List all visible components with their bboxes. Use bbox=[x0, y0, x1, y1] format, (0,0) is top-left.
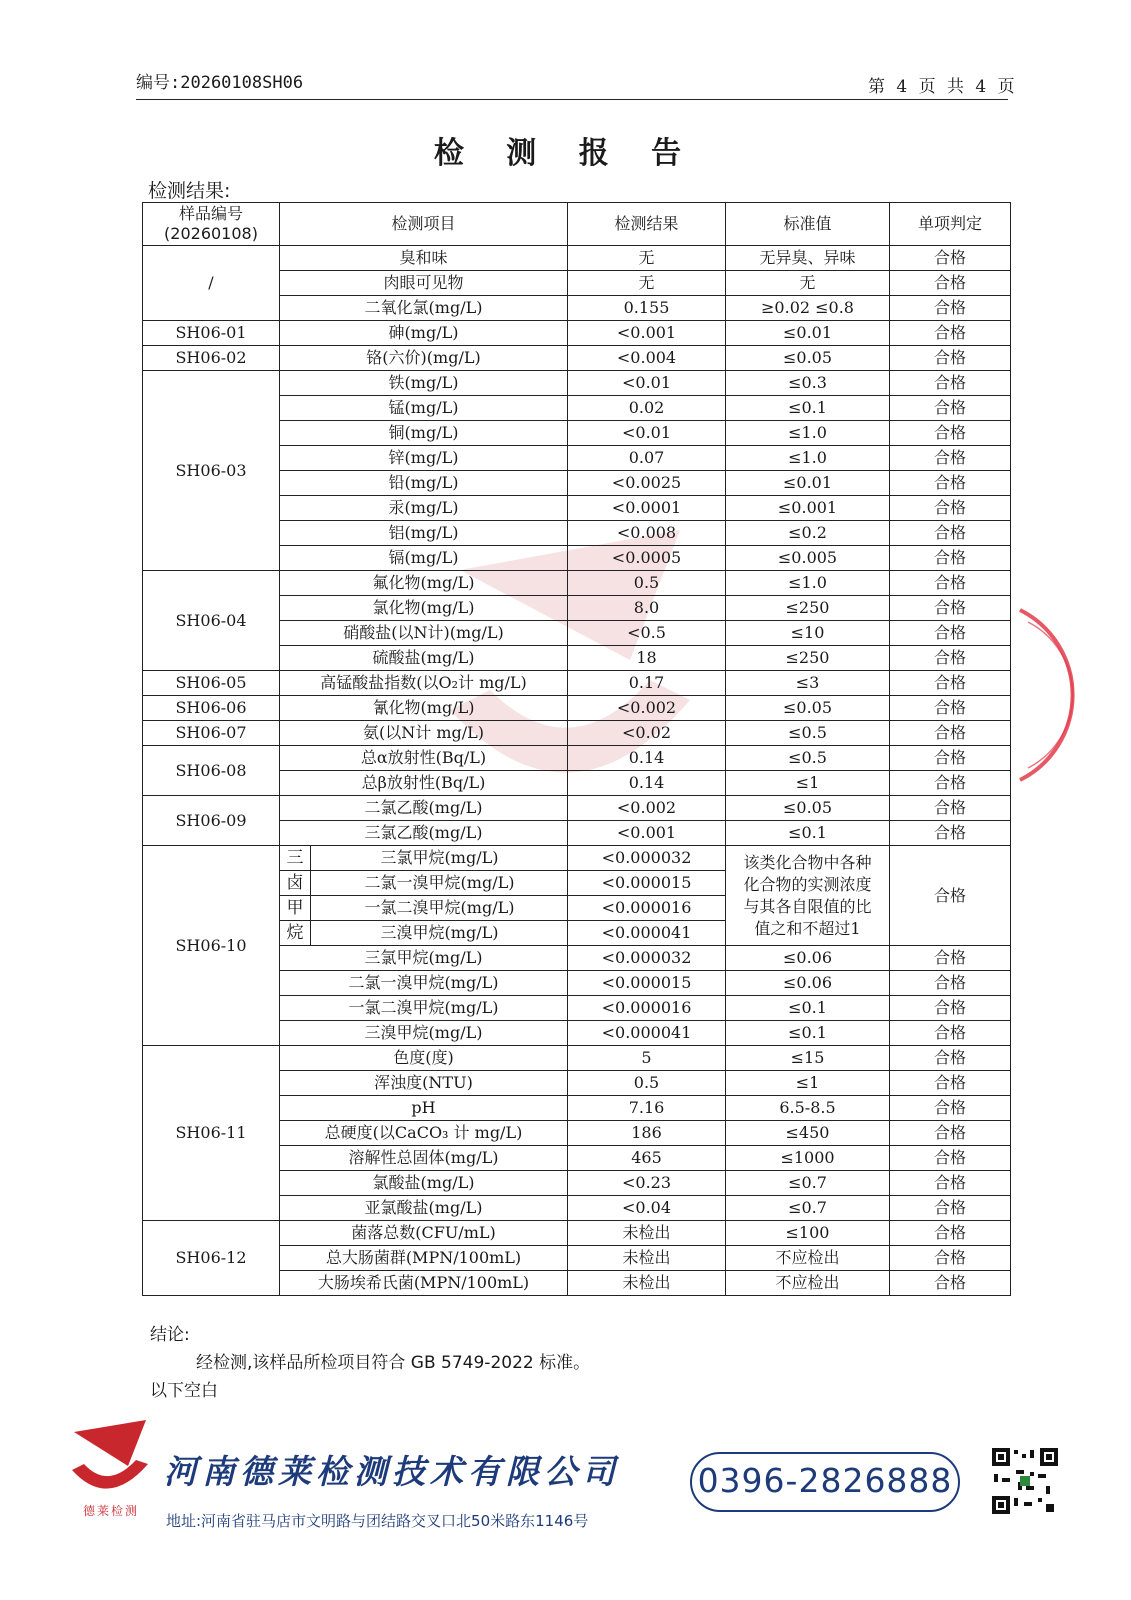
header-sample-no-line2: (20260108) bbox=[164, 224, 258, 243]
result-cell: 18 bbox=[568, 646, 726, 671]
company-name: 河南德莱检测技术有限公司 bbox=[164, 1452, 620, 1491]
result-cell: <0.000015 bbox=[568, 971, 726, 996]
result-cell: <0.000041 bbox=[568, 1021, 726, 1046]
item-cell: 色度(度) bbox=[280, 1046, 568, 1071]
sample-no-cell: SH06-07 bbox=[143, 721, 280, 746]
thm-standard-cell bbox=[726, 846, 890, 946]
item-cell: 一氯二溴甲烷(mg/L) bbox=[280, 996, 568, 1021]
standard-cell: ≤100 bbox=[726, 1221, 890, 1246]
thm-vertical-label-char: 烷 bbox=[280, 921, 311, 945]
result-cell: 未检出 bbox=[568, 1221, 726, 1246]
item-cell: 硫酸盐(mg/L) bbox=[280, 646, 568, 671]
standard-cell: ≤250 bbox=[726, 596, 890, 621]
item-cell: 锌(mg/L) bbox=[280, 446, 568, 471]
judgement-cell: 合格 bbox=[890, 571, 1011, 596]
result-cell: 0.155 bbox=[568, 296, 726, 321]
standard-cell: ≤0.06 bbox=[726, 971, 890, 996]
sample-no-cell: SH06-05 bbox=[143, 671, 280, 696]
result-cell: <0.02 bbox=[568, 721, 726, 746]
standard-cell: 6.5-8.5 bbox=[726, 1096, 890, 1121]
judgement-cell: 合格 bbox=[890, 1146, 1011, 1171]
judgement-cell: 合格 bbox=[890, 621, 1011, 646]
result-cell: 0.02 bbox=[568, 396, 726, 421]
judgement-cell: 合格 bbox=[890, 596, 1011, 621]
result-cell: 0.5 bbox=[568, 571, 726, 596]
result-cell: <0.000015 bbox=[568, 871, 726, 896]
company-address: 地址:河南省驻马店市文明路与团结路交叉口北50米路东1146号 bbox=[166, 1512, 589, 1530]
judgement-cell: 合格 bbox=[890, 721, 1011, 746]
standard-cell: ≤0.05 bbox=[726, 796, 890, 821]
header-sample-no-line1: 样品编号 bbox=[178, 204, 243, 223]
table-row bbox=[143, 796, 1011, 821]
result-cell: 未检出 bbox=[568, 1246, 726, 1271]
item-cell: 溶解性总固体(mg/L) bbox=[280, 1146, 568, 1171]
standard-cell: ≤10 bbox=[726, 621, 890, 646]
judgement-cell: 合格 bbox=[890, 521, 1011, 546]
sample-no-cell: SH06-12 bbox=[143, 1221, 280, 1296]
standard-cell: ≤0.06 bbox=[726, 946, 890, 971]
judgement-cell: 合格 bbox=[890, 421, 1011, 446]
judgement-cell: 合格 bbox=[890, 1221, 1011, 1246]
result-cell: <0.0001 bbox=[568, 496, 726, 521]
standard-cell: ≤0.7 bbox=[726, 1196, 890, 1221]
result-cell: 465 bbox=[568, 1146, 726, 1171]
result-cell: <0.000041 bbox=[568, 921, 726, 946]
judgement-cell: 合格 bbox=[890, 296, 1011, 321]
table-row bbox=[143, 1221, 1011, 1246]
conclusion-text: 经检测,该样品所检项目符合 GB 5749-2022 标准。 bbox=[196, 1353, 591, 1373]
standard-cell: ≤450 bbox=[726, 1121, 890, 1146]
item-cell: 硝酸盐(以N计)(mg/L) bbox=[280, 621, 568, 646]
sample-no-cell: SH06-03 bbox=[143, 371, 280, 571]
standard-cell: ≤1.0 bbox=[726, 421, 890, 446]
standard-cell: ≤0.05 bbox=[726, 696, 890, 721]
result-cell: <0.000032 bbox=[568, 846, 726, 871]
standard-cell: ≤3 bbox=[726, 671, 890, 696]
result-cell: 0.14 bbox=[568, 746, 726, 771]
result-cell: <0.008 bbox=[568, 521, 726, 546]
page-indicator: 第 4 页 共 4 页 bbox=[868, 77, 1018, 97]
judgement-cell: 合格 bbox=[890, 696, 1011, 721]
item-cell: 三氯甲烷(mg/L) bbox=[280, 946, 568, 971]
judgement-cell: 合格 bbox=[890, 946, 1011, 971]
result-cell: <0.000016 bbox=[568, 896, 726, 921]
standard-cell: ≤0.5 bbox=[726, 721, 890, 746]
item-cell: 总大肠菌群(MPN/100mL) bbox=[280, 1246, 568, 1271]
logo-caption: 德莱检测 bbox=[82, 1504, 139, 1518]
judgement-cell: 合格 bbox=[890, 821, 1011, 846]
item-cell: 浑浊度(NTU) bbox=[280, 1071, 568, 1096]
result-cell: 5 bbox=[568, 1046, 726, 1071]
header-divider bbox=[136, 99, 1008, 100]
company-logo-icon bbox=[68, 1418, 152, 1502]
judgement-cell: 合格 bbox=[890, 396, 1011, 421]
result-cell: 7.16 bbox=[568, 1096, 726, 1121]
result-cell: 0.17 bbox=[568, 671, 726, 696]
item-cell: 铬(六价)(mg/L) bbox=[280, 346, 568, 371]
standard-cell: ≤1.0 bbox=[726, 571, 890, 596]
standard-cell: ≤0.1 bbox=[726, 996, 890, 1021]
standard-cell: ≤0.1 bbox=[726, 821, 890, 846]
qr-code-icon[interactable] bbox=[990, 1446, 1060, 1516]
judgement-cell: 合格 bbox=[890, 1121, 1011, 1146]
item-cell: 锰(mg/L) bbox=[280, 396, 568, 421]
sample-no-cell: SH06-08 bbox=[143, 746, 280, 796]
judgement-cell: 合格 bbox=[890, 271, 1011, 296]
item-cell: 氯酸盐(mg/L) bbox=[280, 1171, 568, 1196]
standard-cell: ≤0.05 bbox=[726, 346, 890, 371]
thm-standard-line: 与其各自限值的比 bbox=[743, 896, 872, 916]
item-cell bbox=[280, 921, 568, 946]
result-cell: <0.001 bbox=[568, 821, 726, 846]
item-cell: 铅(mg/L) bbox=[280, 471, 568, 496]
header-judgement: 单项判定 bbox=[890, 203, 1011, 246]
item-cell: 氨(以N计 mg/L) bbox=[280, 721, 568, 746]
judgement-cell: 合格 bbox=[890, 1246, 1011, 1271]
standard-cell: ≤0.001 bbox=[726, 496, 890, 521]
item-cell: 三氯乙酸(mg/L) bbox=[280, 821, 568, 846]
result-cell: <0.001 bbox=[568, 321, 726, 346]
result-cell: 无 bbox=[568, 246, 726, 271]
standard-cell: ≤0.2 bbox=[726, 521, 890, 546]
judgement-cell: 合格 bbox=[890, 996, 1011, 1021]
judgement-cell: 合格 bbox=[890, 1196, 1011, 1221]
item-cell: 总硬度(以CaCO₃ 计 mg/L) bbox=[280, 1121, 568, 1146]
table-row bbox=[143, 321, 1011, 346]
header-result: 检测结果 bbox=[568, 203, 726, 246]
standard-cell: ≤15 bbox=[726, 1046, 890, 1071]
judgement-cell: 合格 bbox=[890, 796, 1011, 821]
judgement-cell: 合格 bbox=[890, 1271, 1011, 1296]
standard-cell: 无异臭、异味 bbox=[726, 246, 890, 271]
result-cell: <0.01 bbox=[568, 421, 726, 446]
standard-cell: ≤1 bbox=[726, 771, 890, 796]
standard-cell: 不应检出 bbox=[726, 1246, 890, 1271]
item-cell: 臭和味 bbox=[280, 246, 568, 271]
judgement-cell: 合格 bbox=[890, 746, 1011, 771]
judgement-cell: 合格 bbox=[890, 1021, 1011, 1046]
judgement-cell: 合格 bbox=[890, 446, 1011, 471]
result-cell: 0.5 bbox=[568, 1071, 726, 1096]
table-header-row bbox=[143, 203, 1011, 246]
result-cell: 未检出 bbox=[568, 1271, 726, 1296]
result-cell: <0.23 bbox=[568, 1171, 726, 1196]
judgement-cell: 合格 bbox=[890, 546, 1011, 571]
judgement-cell: 合格 bbox=[890, 1171, 1011, 1196]
result-cell: 0.14 bbox=[568, 771, 726, 796]
table-row bbox=[143, 371, 1011, 396]
standard-cell: ≥0.02 ≤0.8 bbox=[726, 296, 890, 321]
header-sample-no bbox=[143, 203, 280, 246]
sample-no-cell: SH06-04 bbox=[143, 571, 280, 671]
item-cell bbox=[280, 896, 568, 921]
judgement-cell: 合格 bbox=[890, 1071, 1011, 1096]
item-cell bbox=[280, 871, 568, 896]
item-cell: 二氯一溴甲烷(mg/L) bbox=[280, 971, 568, 996]
standard-cell: ≤0.3 bbox=[726, 371, 890, 396]
judgement-cell: 合格 bbox=[890, 771, 1011, 796]
item-cell: 三溴甲烷(mg/L) bbox=[280, 1021, 568, 1046]
item-label: 一氯二溴甲烷(mg/L) bbox=[364, 898, 515, 917]
thm-standard-line: 化合物的实测浓度 bbox=[743, 874, 872, 894]
standard-cell: 不应检出 bbox=[726, 1271, 890, 1296]
table-row bbox=[143, 696, 1011, 721]
result-cell: <0.004 bbox=[568, 346, 726, 371]
report-title: 检 测 报 告 bbox=[433, 136, 698, 171]
sample-no-cell: SH06-06 bbox=[143, 696, 280, 721]
sample-no-cell: SH06-10 bbox=[143, 846, 280, 1046]
item-cell: 铜(mg/L) bbox=[280, 421, 568, 446]
sample-no-cell: / bbox=[143, 246, 280, 321]
item-cell: 二氯乙酸(mg/L) bbox=[280, 796, 568, 821]
sample-no-cell: SH06-11 bbox=[143, 1046, 280, 1221]
judgement-cell: 合格 bbox=[890, 471, 1011, 496]
item-cell: 氟化物(mg/L) bbox=[280, 571, 568, 596]
header-item: 检测项目 bbox=[280, 203, 568, 246]
item-cell: 砷(mg/L) bbox=[280, 321, 568, 346]
sample-no-cell: SH06-02 bbox=[143, 346, 280, 371]
standard-cell: ≤0.01 bbox=[726, 471, 890, 496]
judgement-cell: 合格 bbox=[890, 646, 1011, 671]
result-cell: <0.0025 bbox=[568, 471, 726, 496]
item-cell: 菌落总数(CFU/mL) bbox=[280, 1221, 568, 1246]
item-cell bbox=[280, 846, 568, 871]
standard-cell: ≤0.1 bbox=[726, 396, 890, 421]
blank-note: 以下空白 bbox=[150, 1381, 218, 1401]
result-cell: <0.04 bbox=[568, 1196, 726, 1221]
standard-cell: ≤0.005 bbox=[726, 546, 890, 571]
result-cell: 0.07 bbox=[568, 446, 726, 471]
item-label: 三溴甲烷(mg/L) bbox=[380, 923, 499, 942]
result-cell: <0.002 bbox=[568, 796, 726, 821]
judgement-cell: 合格 bbox=[890, 321, 1011, 346]
standard-cell: ≤0.7 bbox=[726, 1171, 890, 1196]
item-cell: 镉(mg/L) bbox=[280, 546, 568, 571]
result-cell: 186 bbox=[568, 1121, 726, 1146]
table-row bbox=[143, 571, 1011, 596]
standard-cell: ≤0.5 bbox=[726, 746, 890, 771]
standard-cell: ≤1.0 bbox=[726, 446, 890, 471]
judgement-cell: 合格 bbox=[890, 246, 1011, 271]
sample-no-cell: SH06-09 bbox=[143, 796, 280, 846]
result-cell: <0.5 bbox=[568, 621, 726, 646]
standard-cell: ≤1 bbox=[726, 1071, 890, 1096]
judgement-cell: 合格 bbox=[890, 346, 1011, 371]
company-seal bbox=[1010, 600, 1100, 790]
table-row bbox=[143, 671, 1011, 696]
results-label: 检测结果: bbox=[148, 180, 231, 202]
judgement-cell: 合格 bbox=[890, 371, 1011, 396]
judgement-cell: 合格 bbox=[890, 846, 1011, 946]
judgement-cell: 合格 bbox=[890, 671, 1011, 696]
result-cell: <0.002 bbox=[568, 696, 726, 721]
header-standard: 标准值 bbox=[726, 203, 890, 246]
table-row bbox=[143, 1046, 1011, 1071]
judgement-cell: 合格 bbox=[890, 1046, 1011, 1071]
standard-cell: ≤0.1 bbox=[726, 1021, 890, 1046]
item-cell: pH bbox=[280, 1096, 568, 1121]
item-cell: 亚氯酸盐(mg/L) bbox=[280, 1196, 568, 1221]
item-label: 二氯一溴甲烷(mg/L) bbox=[364, 873, 515, 892]
result-cell: <0.01 bbox=[568, 371, 726, 396]
table-row bbox=[143, 346, 1011, 371]
item-cell: 汞(mg/L) bbox=[280, 496, 568, 521]
table-row bbox=[143, 246, 1011, 271]
table-body bbox=[143, 246, 1011, 1296]
table-row bbox=[143, 721, 1011, 746]
thm-vertical-label-char: 卤 bbox=[280, 871, 311, 895]
item-cell: 总α放射性(Bq/L) bbox=[280, 746, 568, 771]
results-table bbox=[142, 202, 1011, 1296]
result-cell: <0.000016 bbox=[568, 996, 726, 1021]
table-row bbox=[143, 746, 1011, 771]
sample-no-cell: SH06-01 bbox=[143, 321, 280, 346]
thm-standard-line: 该类化合物中各种 bbox=[743, 852, 872, 872]
thm-standard-line: 值之和不超过1 bbox=[754, 918, 861, 938]
judgement-cell: 合格 bbox=[890, 971, 1011, 996]
standard-cell: ≤0.01 bbox=[726, 321, 890, 346]
result-cell: 8.0 bbox=[568, 596, 726, 621]
item-cell: 肉眼可见物 bbox=[280, 271, 568, 296]
item-cell: 大肠埃希氏菌(MPN/100mL) bbox=[280, 1271, 568, 1296]
result-cell: 无 bbox=[568, 271, 726, 296]
item-cell: 铁(mg/L) bbox=[280, 371, 568, 396]
table-row bbox=[143, 846, 1011, 871]
item-cell: 氰化物(mg/L) bbox=[280, 696, 568, 721]
result-cell: <0.0005 bbox=[568, 546, 726, 571]
judgement-cell: 合格 bbox=[890, 1096, 1011, 1121]
phone-number: 0396-2826888 bbox=[697, 1461, 953, 1500]
item-cell: 铝(mg/L) bbox=[280, 521, 568, 546]
standard-cell: 无 bbox=[726, 271, 890, 296]
item-cell: 氯化物(mg/L) bbox=[280, 596, 568, 621]
thm-vertical-label-char: 甲 bbox=[280, 896, 311, 920]
standard-cell: ≤1000 bbox=[726, 1146, 890, 1171]
thm-vertical-label-char: 三 bbox=[280, 846, 311, 870]
report-number: 编号:20260108SH06 bbox=[136, 73, 304, 93]
item-cell: 高锰酸盐指数(以O₂计 mg/L) bbox=[280, 671, 568, 696]
result-cell: <0.000032 bbox=[568, 946, 726, 971]
conclusion-label: 结论: bbox=[150, 1325, 190, 1345]
judgement-cell: 合格 bbox=[890, 496, 1011, 521]
item-cell: 总β放射性(Bq/L) bbox=[280, 771, 568, 796]
item-label: 三氯甲烷(mg/L) bbox=[380, 848, 499, 867]
item-cell: 二氧化氯(mg/L) bbox=[280, 296, 568, 321]
standard-cell: ≤250 bbox=[726, 646, 890, 671]
